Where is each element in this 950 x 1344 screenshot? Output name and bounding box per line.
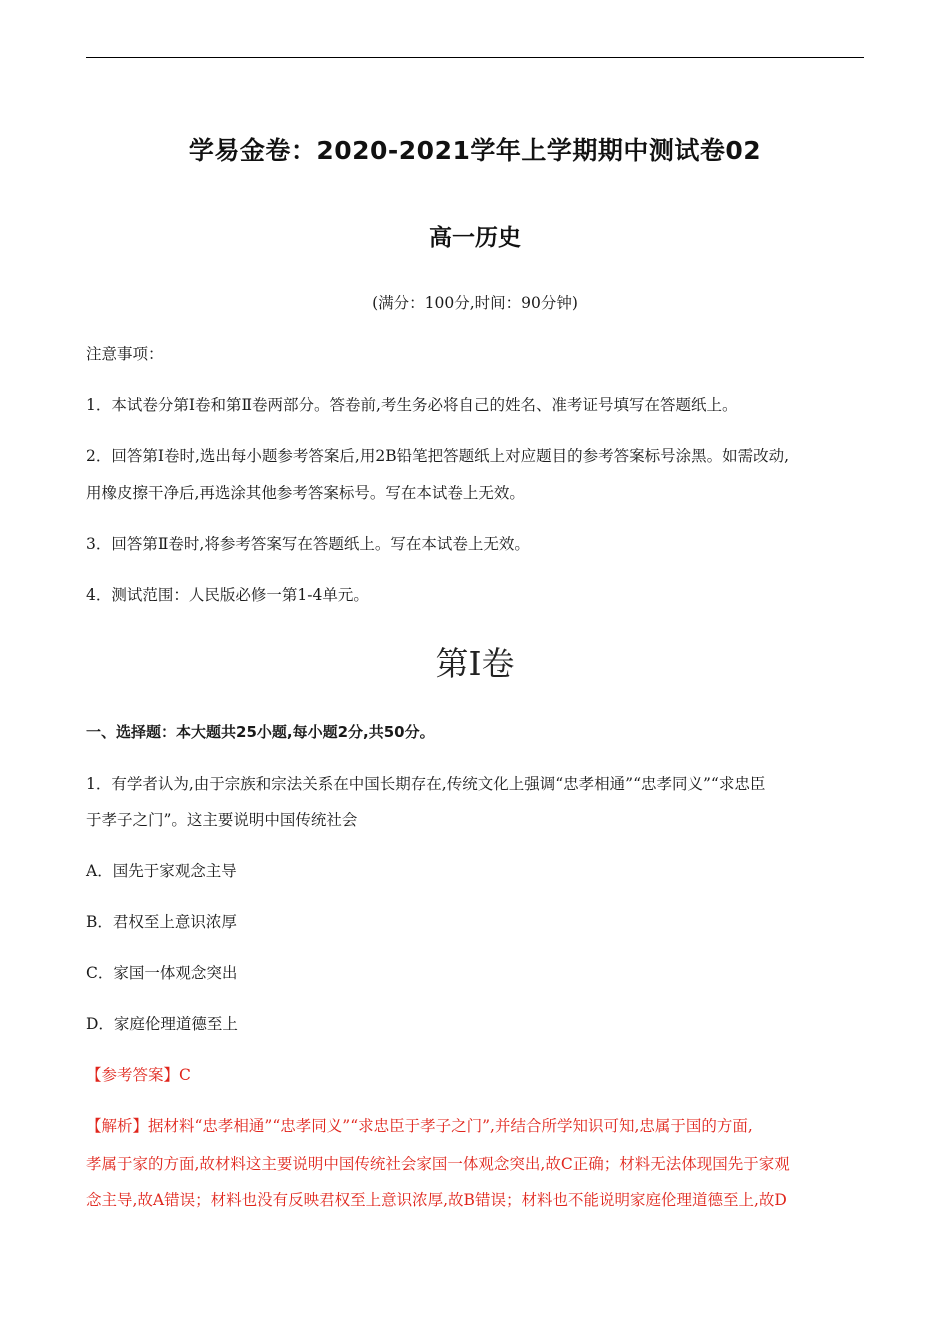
notice-item-4: 4．测试范围：人民版必修一第1-4单元。 xyxy=(86,586,369,604)
subject-title: 高一历史 xyxy=(429,225,521,251)
page-title: 学易金卷：2020-2021学年上学期期中测试卷02 xyxy=(188,136,762,165)
question-1-option-a: A．国先于家观念主导 xyxy=(86,862,237,880)
notice-item-2-line-2: 用橡皮擦干净后,再选涂其他参考答案标号。写在本试卷上无效。 xyxy=(86,484,525,502)
question-1-answer: 【参考答案】C xyxy=(86,1066,191,1084)
question-1-analysis-line-3: 念主导,故A错误；材料也没有反映君权至上意识浓厚,故B错误；材料也不能说明家庭伦理道德至上,故D xyxy=(86,1191,787,1209)
question-1-analysis-line-1: 【解析】据材料“忠孝相通”“忠孝同义”“求忠臣于孝子之门”,并结合所学知识可知,忠属于国的方面, xyxy=(86,1117,753,1135)
question-1-option-d: D．家庭伦理道德至上 xyxy=(86,1015,238,1033)
question-1-stem-line-1: 1．有学者认为,由于宗族和宗法关系在中国长期存在,传统文化上强调“忠孝相通”“忠孝同义”“求忠臣 xyxy=(86,775,766,793)
header-rule xyxy=(86,57,864,58)
section-title: 第Ⅰ卷 xyxy=(435,644,515,683)
notice-item-1: 1．本试卷分第Ⅰ卷和第Ⅱ卷两部分。答卷前,考生务必将自己的姓名、准考证号填写在答题纸上。 xyxy=(86,396,738,414)
score-info: (满分：100分,时间：90分钟) xyxy=(372,294,578,312)
section-instruction: 一、选择题：本大题共25小题,每小题2分,共50分。 xyxy=(86,723,435,741)
question-1-option-c: C．家国一体观念突出 xyxy=(86,964,238,982)
question-1-stem-line-2: 于孝子之门”。这主要说明中国传统社会 xyxy=(86,811,358,829)
notice-heading: 注意事项： xyxy=(86,345,164,363)
question-1-analysis-line-2: 孝属于家的方面,故材料这主要说明中国传统社会家国一体观念突出,故C正确；材料无法体现国先于家观 xyxy=(86,1155,790,1173)
notice-item-3: 3．回答第Ⅱ卷时,将参考答案写在答题纸上。写在本试卷上无效。 xyxy=(86,535,530,553)
question-1-option-b: B．君权至上意识浓厚 xyxy=(86,913,237,931)
notice-item-2-line-1: 2．回答第Ⅰ卷时,选出每小题参考答案后,用2B铅笔把答题纸上对应题目的参考答案标号涂黑。如需改动, xyxy=(86,447,790,465)
